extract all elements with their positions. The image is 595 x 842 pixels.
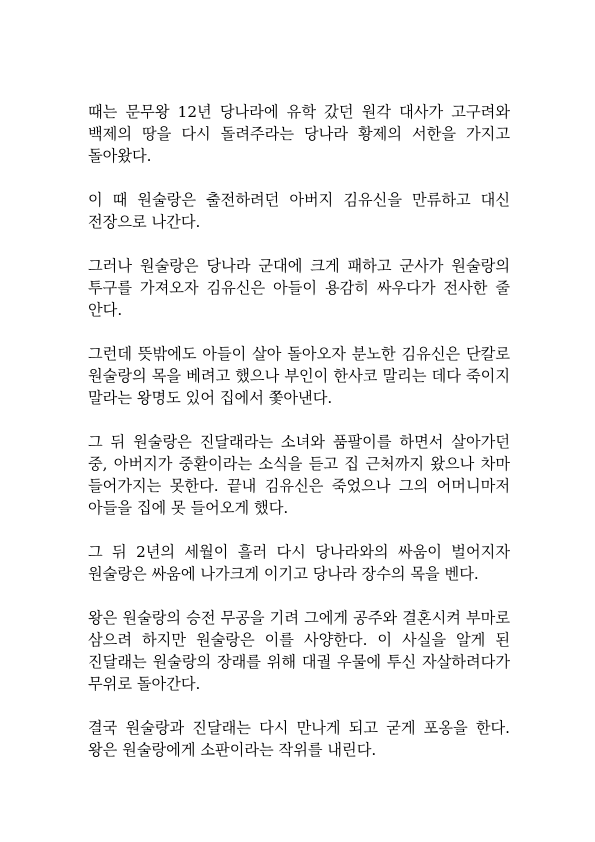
document-body (88, 101, 510, 761)
paragraph-8: 결국 원술랑과 진달래는 다시 만나게 되고 굳게 포옹을 한다. 왕은 원술랑에게 소판이라는 작위를 내린다. (88, 719, 510, 759)
paragraph-7: 왕은 원술랑의 승전 무공을 기려 그에게 공주와 결혼시켜 부마로 삼으려 하지만 원술랑은 이를 사양한다. 이 사실을 알게 된 진달래는 원술랑의 장래를 위해 대궐 우물에 투신 자살하려다가 무위로 돌아간다. (88, 609, 510, 693)
paragraph-6: 그 뒤 2년의 세월이 흘러 다시 당나라와의 싸움이 벌어지자 원술랑은 싸움에 나가크게 이기고 당나라 장수의 목을 벤다. (88, 543, 510, 583)
paragraph-4: 그런데 뜻밖에도 아들이 살아 돌아오자 분노한 김유신은 단칼로 원술랑의 목을 베려고 했으나 부인이 한사코 말리는 데다 죽이지 말라는 왕명도 있어 집에서 쫓아낸다. (88, 345, 510, 407)
paragraph-5: 그 뒤 원술랑은 진달래라는 소녀와 품팔이를 하면서 살아가던 중, 아버지가 중환이라는 소식을 듣고 집 근처까지 왔으나 차마 들어가지는 못한다. 끝내 김유신은 죽었으나 그의 어머니마저 아들을 집에 못 들어오게 했다. (88, 433, 510, 517)
paragraph-1: 때는 문무왕 12년 당나라에 유학 갔던 원각 대사가 고구려와 백제의 땅을 다시 돌려주라는 당나라 황제의 서한을 가지고 돌아왔다. (88, 103, 510, 165)
paragraph-3: 그러나 원술랑은 당나라 군대에 크게 패하고 군사가 원술랑의 투구를 가져오자 김유신은 아들이 용감히 싸우다가 전사한 줄 안다. (88, 257, 510, 319)
paragraph-2: 이 때 원술랑은 출전하려던 아버지 김유신을 만류하고 대신 전장으로 나간다. (88, 191, 510, 231)
